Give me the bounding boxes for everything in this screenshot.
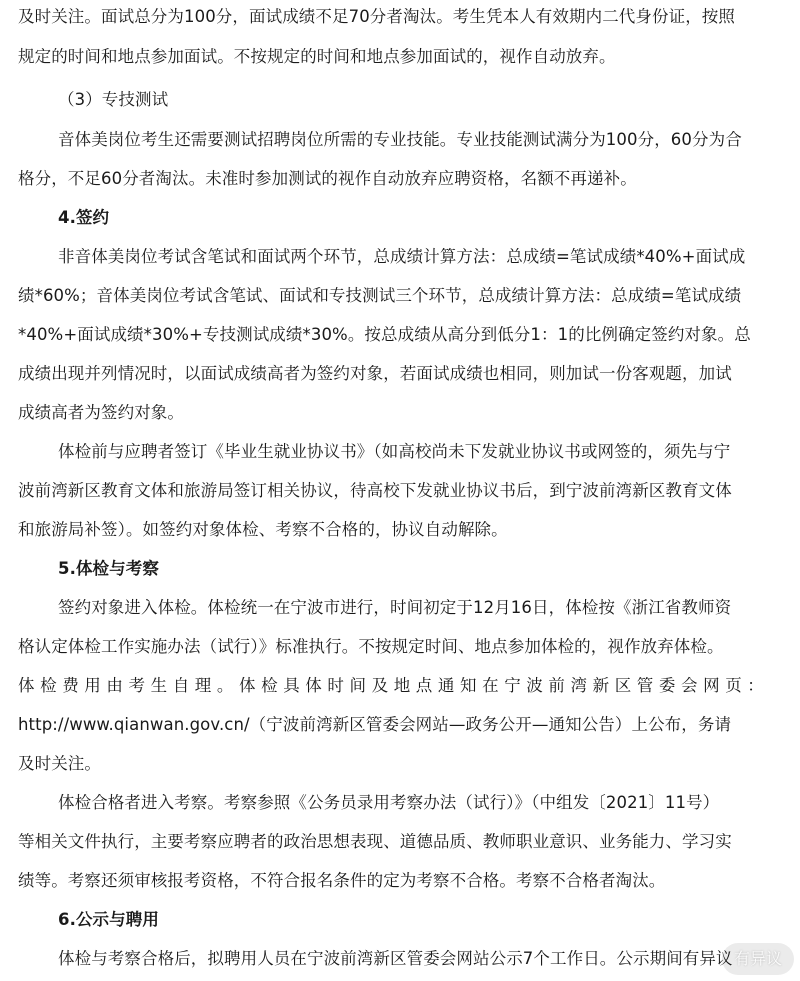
- watermark-badge: 有异议: [722, 943, 794, 975]
- paragraph-line: 及时关注。面试总分为100分，面试成绩不足70分者淘汰。考生凭本人有效期内二代身份证，按照: [18, 7, 735, 26]
- paragraph-line: 绩*60%；音体美岗位考试含笔试、面试和专技测试三个环节，总成绩计算方法：总成绩=笔试成绩: [18, 286, 742, 305]
- paragraph-line: 成绩高者为签约对象。: [18, 403, 184, 422]
- paragraph-line: *40%+面试成绩*30%+专技测试成绩*30%。按总成绩从高分到低分1：1的比例确定签约对象。总: [18, 325, 751, 344]
- section-heading-physical-exam: 5.体检与考察: [58, 559, 159, 578]
- paragraph-line: 绩等。考察还须审核报考资格，不符合报名条件的定为考察不合格。考察不合格者淘汰。: [18, 871, 666, 890]
- paragraph-line: 波前湾新区教育文体和旅游局签订相关协议，待高校下发就业协议书后，到宁波前湾新区教育文体: [18, 481, 732, 500]
- paragraph-line: 等相关文件执行，主要考察应聘者的政治思想表现、道德品质、教师职业意识、业务能力、学习实: [18, 832, 732, 851]
- paragraph-line: 和旅游局补签）。如签约对象体检、考察不合格的，协议自动解除。: [18, 520, 508, 539]
- paragraph-line: 体检费用由考生自理。体检具体时间及地点通知在宁波前湾新区管委会网页：: [18, 676, 770, 695]
- paragraph-line: 体检合格者进入考察。考察参照《公务员录用考察办法（试行）》（中组发〔2021〕11号）: [58, 793, 720, 812]
- paragraph-line: 体检与考察合格后，拟聘用人员在宁波前湾新区管委会网站公示7个工作日。公示期间有异议: [58, 949, 733, 968]
- section-heading-publicity: 6.公示与聘用: [58, 910, 159, 929]
- subsection-heading: （3）专技测试: [58, 90, 169, 109]
- paragraph-line: 非音体美岗位考试含笔试和面试两个环节，总成绩计算方法：总成绩=笔试成绩*40%+面试成: [58, 247, 746, 266]
- paragraph-line-url: http://www.qianwan.gov.cn/（宁波前湾新区管委会网站—政务公开—通知公告）上公布，务请: [18, 715, 732, 734]
- paragraph-line: 成绩出现并列情况时，以面试成绩高者为签约对象，若面试成绩也相同，则加试一份客观题，加试: [18, 364, 732, 383]
- paragraph-line: 签约对象进入体检。体检统一在宁波市进行，时间初定于12月16日，体检按《浙江省教师资: [58, 598, 732, 617]
- paragraph-line: 体检前与应聘者签订《毕业生就业协议书》（如高校尚未下发就业协议书或网签的，须先与宁: [58, 442, 731, 461]
- paragraph-line: 格认定体检工作实施办法（试行）》标准执行。不按规定时间、地点参加体检的，视作放弃体检。: [18, 637, 724, 656]
- paragraph-line: 规定的时间和地点参加面试。不按规定的时间和地点参加面试的，视作自动放弃。: [18, 47, 616, 66]
- paragraph-line: 格分，不足60分者淘汰。未准时参加测试的视作自动放弃应聘资格，名额不再递补。: [18, 169, 637, 188]
- paragraph-line: 及时关注。: [18, 754, 101, 773]
- section-heading-signing: 4.签约: [58, 208, 110, 227]
- paragraph-line: 音体美岗位考生还需要测试招聘岗位所需的专业技能。专业技能测试满分为100分，60分为合: [58, 130, 742, 149]
